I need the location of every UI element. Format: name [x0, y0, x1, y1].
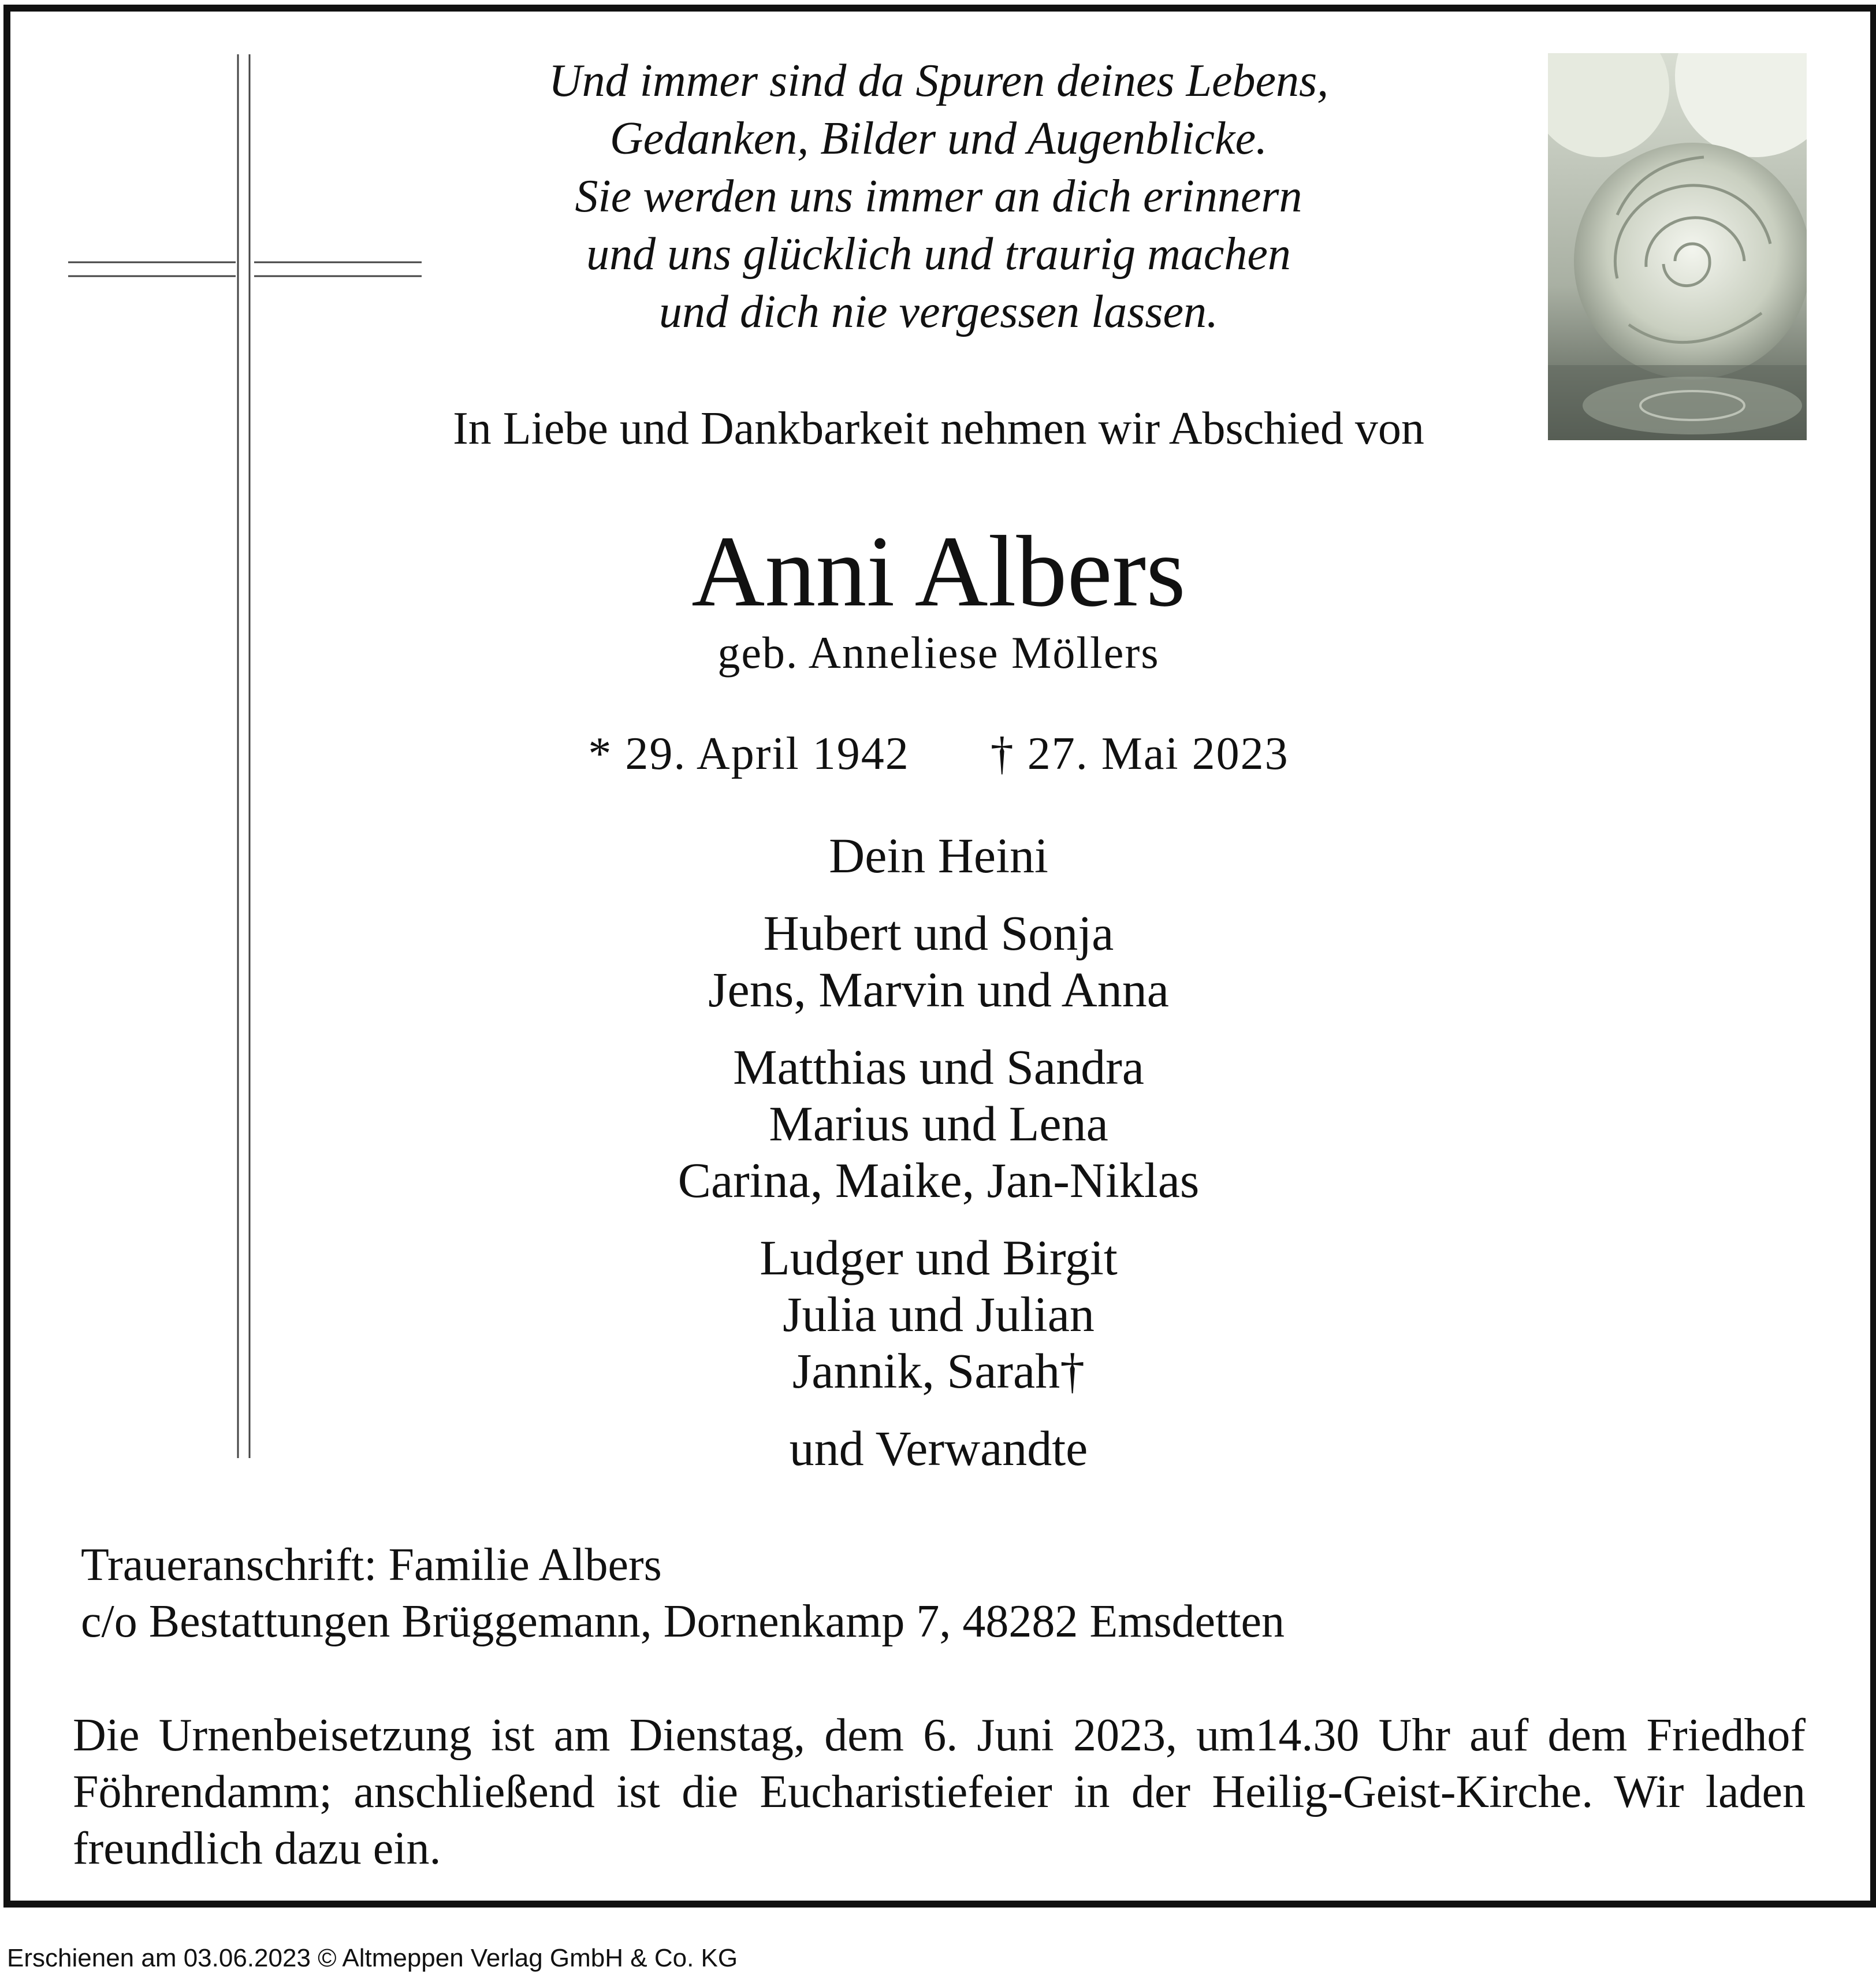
poem: [323, 52, 1554, 341]
address-line: Traueranschrift: Familie Albers: [81, 1540, 662, 1590]
white-roses-photo: [1548, 53, 1807, 440]
farewell-intro: In Liebe und Dankbarkeit nehmen wir Abschied von: [453, 403, 1424, 454]
mourner-line: Ludger und Birgit: [760, 1230, 1118, 1285]
mourner-group: [323, 1229, 1554, 1399]
life-dates: [323, 725, 1554, 783]
mourner-line: Marius und Lena: [769, 1096, 1108, 1151]
mourner-group: [323, 827, 1554, 884]
mourner-line: Jens, Marvin und Anna: [708, 962, 1169, 1017]
poem-line: und dich nie vergessen lassen.: [659, 287, 1218, 337]
poem-line: und uns glücklich und traurig machen: [586, 229, 1291, 280]
mourner-line: und Verwandte: [789, 1421, 1088, 1476]
mourning-address: [81, 1537, 1285, 1650]
address-line: c/o Bestattungen Brüggemann, Dornenkamp 7, 48282 Emsdetten: [81, 1596, 1285, 1647]
maiden-name: geb. Anneliese Möllers: [717, 627, 1160, 678]
mourner-line: Matthias und Sandra: [733, 1039, 1144, 1095]
poem-line: Und immer sind da Spuren deines Lebens,: [548, 55, 1329, 106]
mourner-line: Julia und Julian: [783, 1287, 1095, 1342]
poem-line: Gedanken, Bilder und Augenblicke.: [609, 113, 1268, 164]
death-date: † 27. Mai 2023: [990, 728, 1289, 779]
mourner-line: Jannik, Sarah†: [792, 1343, 1085, 1399]
mourner-line: Hubert und Sonja: [763, 905, 1114, 961]
mourner-group: [323, 905, 1554, 1018]
publication-footer: Erschienen am 03.06.2023 © Altmeppen Verlag GmbH & Co. KG: [7, 1944, 738, 1972]
burial-notice: Die Urnenbeisetzung ist am Dienstag, dem 6. Juni 2023, um14.30 Uhr auf dem Friedhof Föhrendamm; anschließend ist die Eucharistiefeier in der Heilig-Geist-Kirche. Wir laden freundlich dazu ein.: [73, 1710, 1806, 1874]
mourner-line: Dein Heini: [829, 828, 1048, 883]
mourner-group: [323, 1420, 1554, 1477]
mourners-list: [323, 827, 1554, 1497]
mourner-group: [323, 1039, 1554, 1209]
mourner-line: Carina, Maike, Jan-Niklas: [678, 1152, 1200, 1208]
poem-line: Sie werden uns immer an dich erinnern: [575, 171, 1302, 222]
birth-date: * 29. April 1942: [588, 728, 910, 779]
deceased-name: Anni Albers: [691, 515, 1186, 628]
